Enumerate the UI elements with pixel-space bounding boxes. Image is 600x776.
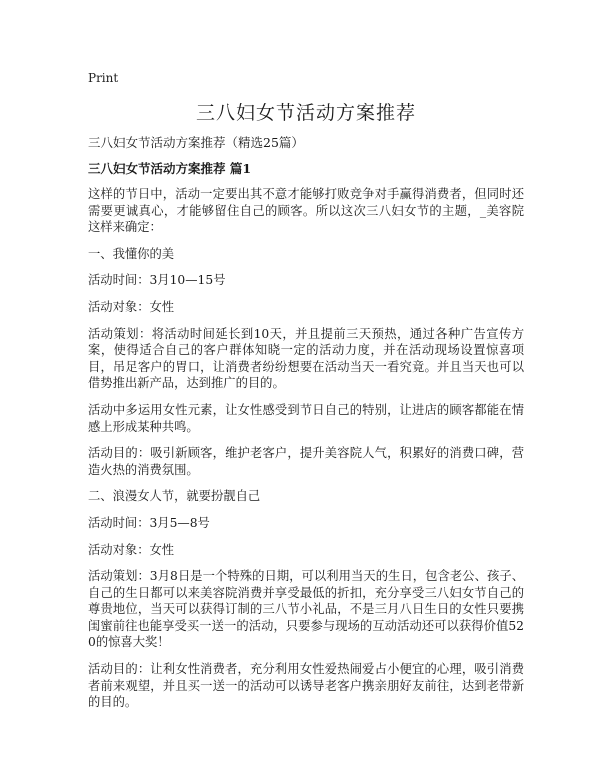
paragraph-time-1: 活动时间：3月10—15号 [88, 273, 226, 288]
section-heading: 三八妇女节活动方案推荐 篇1 [88, 161, 252, 176]
paragraph-heading-2: 二、浪漫女人节，就要扮靓自己 [88, 489, 261, 504]
page-title: 三八妇女节活动方案推荐 [195, 102, 416, 124]
paragraph-target-1: 活动对象：女性 [88, 299, 175, 314]
paragraph-time-2: 活动时间：3月5—8号 [88, 515, 210, 530]
paragraph-plan-2: 活动策划：3月8日是一个特殊的日期，可以利用当天的生日，包含老公、孩子、自己的生日都可以来美容院消费并享受最低的折扣，充分享受三八妇女节自己的尊贵地位，当天可以获得订制的三八节小礼品，不是三月八日生日的女性只要携闺蜜前往也能享受买一送一的活动，只要参与现场的互动活动还可以获得价值520的惊喜大奖！ [88, 569, 524, 650]
paragraph-intro: 这样的节日中，活动一定要出其不意才能够打败竞争对手赢得消费者，但同时还需要更诚真心，才能够留住自己的顾客。所以这次三八妇女节的主题，_美容院这样来确定： [88, 187, 524, 235]
paragraph-target-2: 活动对象：女性 [88, 542, 175, 557]
paragraph-plan-1: 活动策划：将活动时间延长到10天，并且提前三天预热，通过各种广告宣传方案，使得适合自己的客户群体知晓一定的活动力度，并在活动现场设置惊喜项目，吊足客户的胃口，让消费者纷纷想要在活动当天一看究竟。并且当天也可以借势推出新产品，达到推广的目的。 [88, 326, 524, 391]
paragraph-elements-1: 活动中多运用女性元素，让女性感受到节日自己的特别，让进店的顾客都能在情感上形成某种共鸣。 [88, 402, 524, 434]
paragraph-goal-2: 活动目的：让利女性消费者，充分利用女性爱热闹爱占小便宜的心理，吸引消费者前来观望，并且买一送一的活动可以诱导老客户携亲朋好友前往，达到老带新的目的。 [88, 662, 524, 710]
paragraph-heading-1: 一、我懂你的美 [88, 246, 175, 261]
article-body [88, 186, 524, 721]
document-subtitle: 三八妇女节活动方案推荐（精选25篇） [88, 135, 304, 150]
paragraph-goal-1: 活动目的：吸引新顾客，维护老客户，提升美容院人气，积累好的消费口碑，营造火热的消费氛围。 [88, 446, 524, 477]
print-link[interactable]: Print [88, 71, 119, 85]
